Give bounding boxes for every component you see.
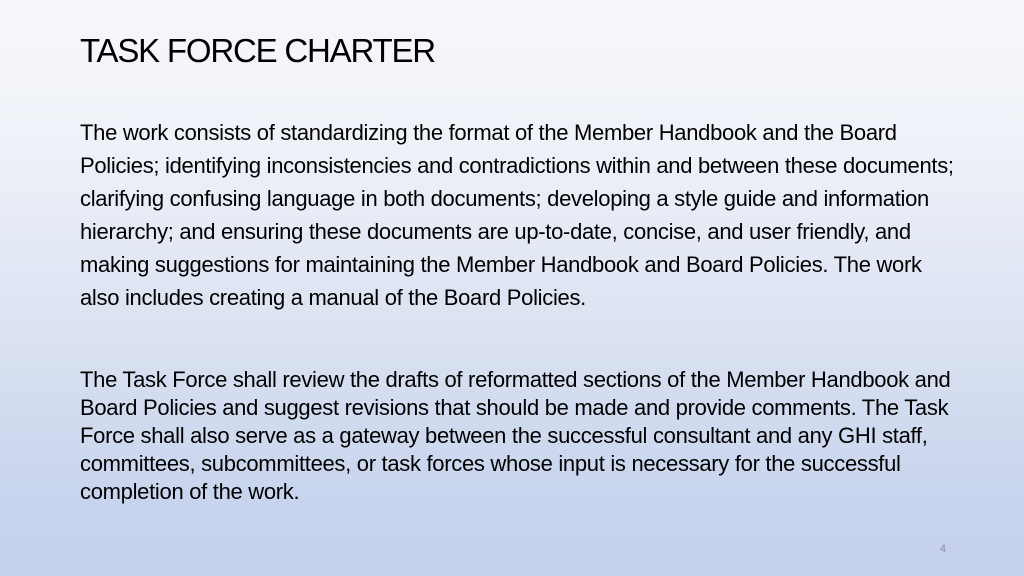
page-number: 4	[939, 543, 946, 555]
paragraph-work-scope: The work consists of standardizing the format of the Member Handbook and the Board Policies; identifying inconsistencies and contradictions within and between these documents; clarifying confusing language in both documents; developing a style guide and information hierarchy; and ensuring these documents are up-to-date, concise, and user friendly, and making suggestions for maintaining the Member Handbook and Board Policies. The work also includes creating a manual of the Board Policies.	[80, 120, 954, 310]
paragraph-task-force-role: The Task Force shall review the drafts of reformatted sections of the Member Handbook and Board Policies and suggest revisions that should be made and provide comments. The Task Force shall also serve as a gateway between the successful consultant and any GHI staff, committees, subcommittees, or task forces whose input is necessary for the successful completion of the work.	[80, 367, 951, 504]
slide-title: TASK FORCE CHARTER	[80, 32, 435, 69]
